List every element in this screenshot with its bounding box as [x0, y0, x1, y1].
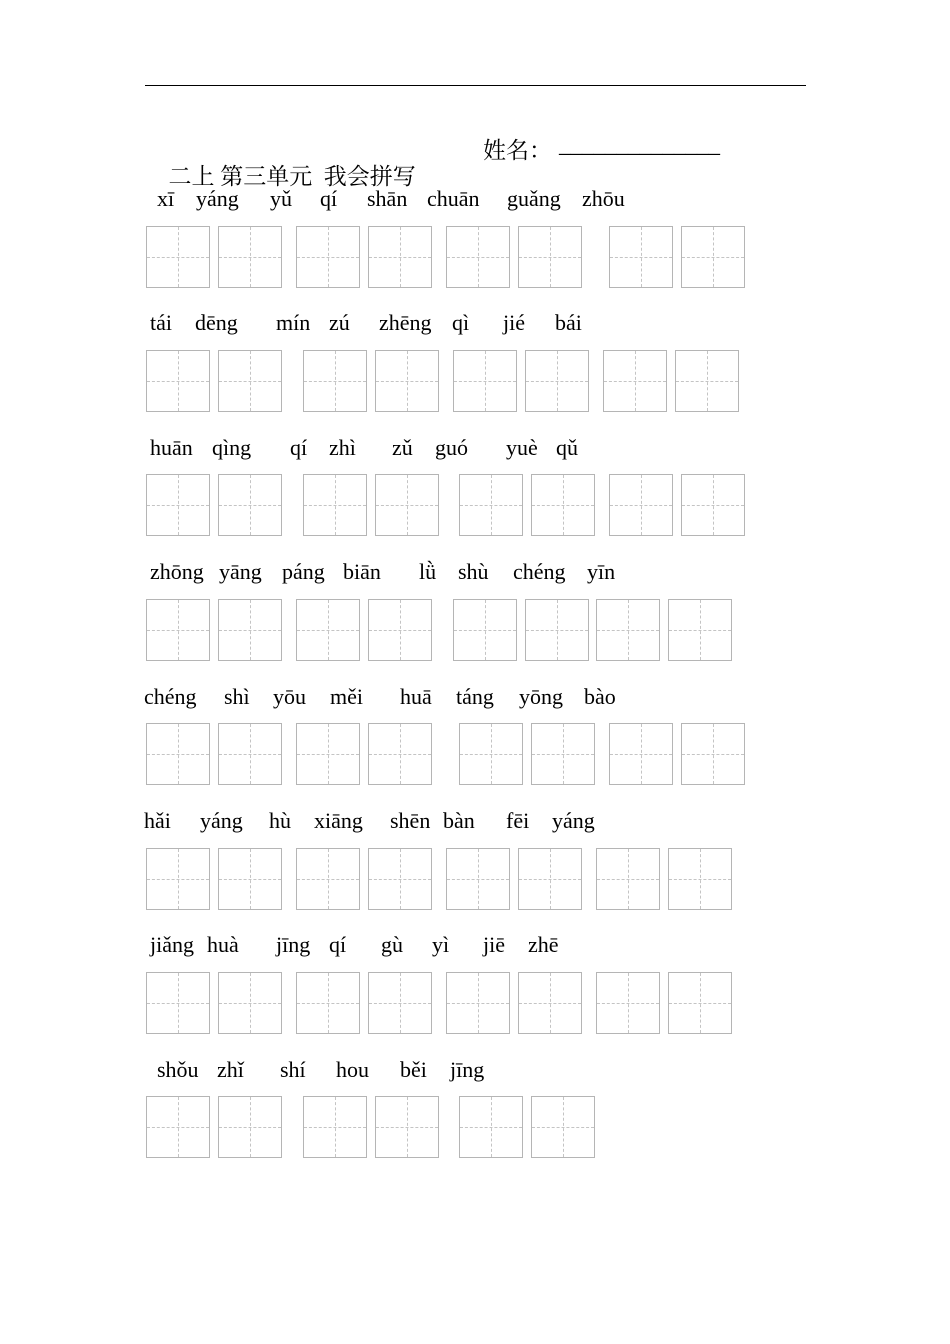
- pinyin-label: guó: [435, 435, 468, 460]
- writing-grid-box[interactable]: [218, 599, 282, 661]
- pinyin-label: shì: [224, 684, 250, 709]
- writing-grid-box[interactable]: [596, 599, 660, 661]
- pinyin-label: hǎi: [144, 808, 171, 833]
- pinyin-label: zhēng: [379, 310, 432, 335]
- writing-grid-box[interactable]: [296, 848, 360, 910]
- pinyin-label: fēi: [506, 808, 530, 833]
- writing-grid-box[interactable]: [218, 226, 282, 288]
- pinyin-label: yōng: [519, 684, 563, 709]
- pinyin-label: zhē: [528, 932, 559, 957]
- writing-grid-box[interactable]: [453, 599, 517, 661]
- writing-grid-box[interactable]: [296, 723, 360, 785]
- writing-grid-box[interactable]: [303, 1096, 367, 1158]
- pinyin-label: jīng: [450, 1057, 485, 1082]
- writing-grid-box[interactable]: [368, 972, 432, 1034]
- pinyin-label: dēng: [195, 310, 238, 335]
- worksheet-title: 二上 第三单元 我会拼写: [168, 164, 416, 189]
- writing-grid-box[interactable]: [368, 723, 432, 785]
- pinyin-label: xiāng: [314, 808, 363, 833]
- pinyin-label: jīng: [276, 932, 311, 957]
- pinyin-label: měi: [330, 684, 363, 709]
- writing-grid-box[interactable]: [668, 972, 732, 1034]
- pinyin-label: huà: [207, 932, 239, 957]
- writing-grid-box[interactable]: [296, 972, 360, 1034]
- pinyin-label: zhōu: [582, 186, 625, 211]
- pinyin-label: yōu: [273, 684, 306, 709]
- pinyin-label: yáng: [196, 186, 239, 211]
- writing-grid-box[interactable]: [375, 1096, 439, 1158]
- writing-grid-box[interactable]: [146, 1096, 210, 1158]
- writing-grid-box[interactable]: [296, 599, 360, 661]
- pinyin-label: lǜ: [419, 559, 437, 584]
- writing-grid-box[interactable]: [518, 972, 582, 1034]
- writing-grid-box[interactable]: [459, 474, 523, 536]
- pinyin-label: zhǐ: [217, 1057, 244, 1082]
- writing-grid-box[interactable]: [375, 350, 439, 412]
- pinyin-label: biān: [343, 559, 381, 584]
- pinyin-label: jié: [503, 310, 525, 335]
- writing-grid-box[interactable]: [531, 1096, 595, 1158]
- writing-grid-box[interactable]: [146, 848, 210, 910]
- pinyin-label: shí: [280, 1057, 306, 1082]
- pinyin-label: bái: [555, 310, 582, 335]
- pinyin-label: zhì: [329, 435, 356, 460]
- pinyin-label: gù: [381, 932, 403, 957]
- writing-grid-box[interactable]: [453, 350, 517, 412]
- writing-grid-box[interactable]: [668, 599, 732, 661]
- pinyin-label: qǔ: [556, 435, 578, 460]
- writing-grid-box[interactable]: [668, 848, 732, 910]
- pinyin-label: shēn: [390, 808, 431, 833]
- writing-grid-box[interactable]: [446, 972, 510, 1034]
- pinyin-label: shǒu: [157, 1057, 199, 1082]
- writing-grid-box[interactable]: [459, 1096, 523, 1158]
- pinyin-label: yáng: [200, 808, 243, 833]
- writing-grid-box[interactable]: [609, 226, 673, 288]
- writing-grid-box[interactable]: [596, 848, 660, 910]
- writing-grid-box[interactable]: [368, 848, 432, 910]
- writing-grid-box[interactable]: [218, 848, 282, 910]
- pinyin-label: yáng: [552, 808, 595, 833]
- pinyin-label: chuān: [427, 186, 480, 211]
- writing-grid-box[interactable]: [146, 972, 210, 1034]
- writing-grid-box[interactable]: [218, 1096, 282, 1158]
- pinyin-label: chéng: [513, 559, 566, 584]
- writing-grid-box[interactable]: [531, 723, 595, 785]
- pinyin-label: bào: [584, 684, 616, 709]
- writing-grid-box[interactable]: [218, 350, 282, 412]
- pinyin-label: táng: [456, 684, 494, 709]
- writing-grid-box[interactable]: [146, 599, 210, 661]
- pinyin-label: hou: [336, 1057, 369, 1082]
- writing-grid-box[interactable]: [296, 226, 360, 288]
- writing-grid-box[interactable]: [218, 474, 282, 536]
- writing-grid-box[interactable]: [446, 848, 510, 910]
- pinyin-label: hù: [269, 808, 291, 833]
- writing-grid-box[interactable]: [681, 723, 745, 785]
- pinyin-label: qí: [290, 435, 308, 460]
- writing-grid-box[interactable]: [531, 474, 595, 536]
- writing-grid-box[interactable]: [146, 226, 210, 288]
- pinyin-label: chéng: [144, 684, 197, 709]
- pinyin-label: mín: [276, 310, 311, 335]
- pinyin-label: zhōng: [150, 559, 204, 584]
- writing-grid-box[interactable]: [681, 226, 745, 288]
- pinyin-label: zǔ: [392, 435, 413, 460]
- pinyin-label: běi: [400, 1057, 427, 1082]
- writing-grid-box[interactable]: [146, 723, 210, 785]
- writing-grid-box[interactable]: [681, 474, 745, 536]
- pinyin-label: shān: [367, 186, 408, 211]
- pinyin-label: huā: [400, 684, 432, 709]
- writing-grid-box[interactable]: [609, 474, 673, 536]
- pinyin-label: yuè: [506, 435, 538, 460]
- pinyin-label: tái: [150, 310, 172, 335]
- pinyin-label: qí: [320, 186, 338, 211]
- writing-grid-box[interactable]: [303, 474, 367, 536]
- pinyin-label: guǎng: [507, 186, 561, 211]
- pinyin-label: qì: [452, 310, 470, 335]
- pinyin-label: páng: [282, 559, 325, 584]
- writing-grid-box[interactable]: [146, 350, 210, 412]
- writing-grid-box[interactable]: [218, 723, 282, 785]
- pinyin-label: yì: [432, 932, 450, 957]
- pinyin-label: qí: [329, 932, 347, 957]
- writing-grid-box[interactable]: [146, 474, 210, 536]
- pinyin-label: jiǎng: [150, 932, 194, 957]
- pinyin-label: jiē: [483, 932, 505, 957]
- writing-grid-box[interactable]: [459, 723, 523, 785]
- pinyin-label: shù: [458, 559, 489, 584]
- pinyin-label: zú: [329, 310, 350, 335]
- writing-grid-box[interactable]: [368, 226, 432, 288]
- writing-grid-box[interactable]: [218, 972, 282, 1034]
- pinyin-label: yīn: [587, 559, 616, 584]
- writing-grid-box[interactable]: [518, 848, 582, 910]
- pinyin-label: bàn: [443, 808, 475, 833]
- writing-grid-box[interactable]: [603, 350, 667, 412]
- pinyin-label: yǔ: [270, 186, 292, 211]
- writing-grid-box[interactable]: [525, 599, 589, 661]
- writing-grid-box[interactable]: [375, 474, 439, 536]
- writing-grid-box[interactable]: [609, 723, 673, 785]
- top-rule: [145, 85, 806, 86]
- writing-grid-box[interactable]: [596, 972, 660, 1034]
- writing-grid-box[interactable]: [303, 350, 367, 412]
- pinyin-label: qìng: [212, 435, 252, 460]
- writing-grid-box[interactable]: [368, 599, 432, 661]
- pinyin-label: xī: [157, 186, 175, 211]
- writing-grid-box[interactable]: [675, 350, 739, 412]
- writing-grid-box[interactable]: [446, 226, 510, 288]
- pinyin-label: huān: [150, 435, 193, 460]
- name-label: 姓名：: [483, 138, 552, 163]
- writing-grid-box[interactable]: [525, 350, 589, 412]
- pinyin-label: yāng: [219, 559, 262, 584]
- writing-grid-box[interactable]: [518, 226, 582, 288]
- name-blank[interactable]: ______________: [559, 132, 720, 157]
